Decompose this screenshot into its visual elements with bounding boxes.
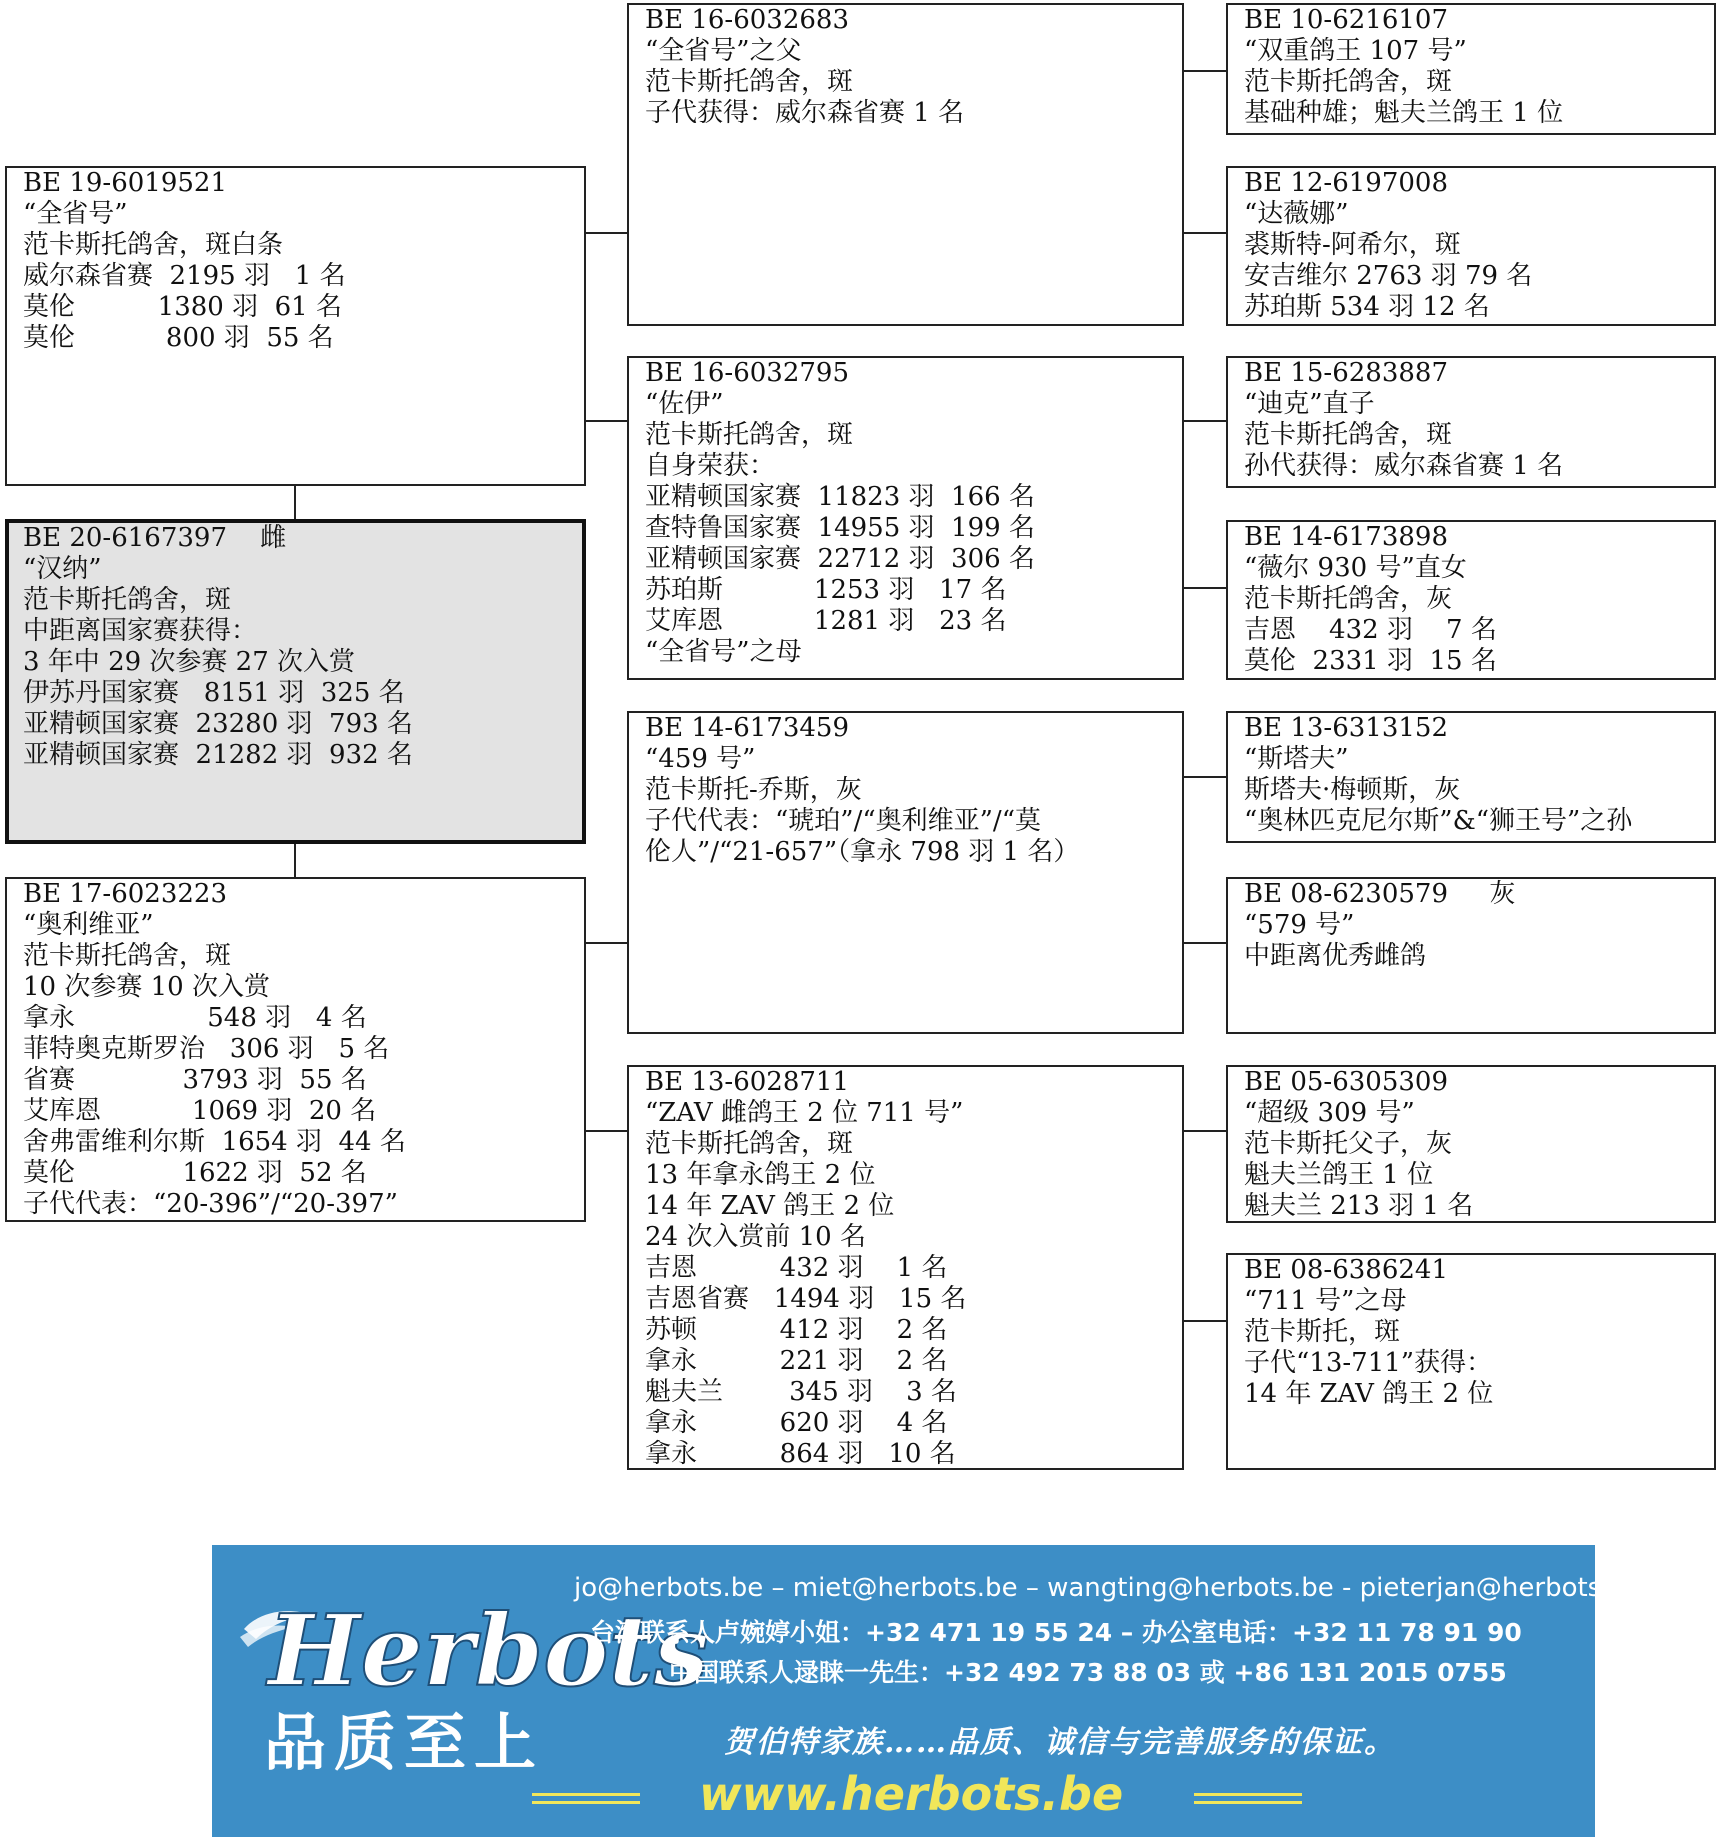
card-line: 10 次参赛 10 次入赏: [23, 972, 270, 1002]
dss-card: [1226, 711, 1716, 843]
card-line: BE 14-6173898: [1244, 522, 1449, 552]
card-line: “全省号”: [23, 199, 128, 229]
card-line: BE 16-6032795: [645, 358, 850, 388]
card-line: 范卡斯托鸽舍，斑: [23, 941, 232, 971]
card-line: 拿永 221 羽 2 名: [645, 1346, 948, 1376]
card-line: “汉纳”: [23, 554, 102, 584]
dsd-card: [1226, 877, 1716, 1034]
card-line: BE 13-6313152: [1244, 713, 1449, 743]
ssd-card: [1226, 166, 1716, 326]
website-link[interactable]: www.herbots.be: [699, 1767, 1124, 1821]
china-contact: 中国联系人逯睐一先生：+32 492 73 88 03 或 +86 131 2015 0755: [669, 1658, 1507, 1687]
card-line: 范卡斯托-乔斯，灰: [645, 775, 862, 805]
card-line: “奥林匹克尼尔斯”&“狮王号”之孙: [1244, 806, 1633, 836]
card-line: 拿永 548 羽 4 名: [23, 1003, 367, 1033]
card-line: 吉恩 432 羽 7 名: [1244, 615, 1497, 645]
sss-card: [1226, 3, 1716, 135]
card-line: 吉恩省赛 1494 羽 15 名: [645, 1284, 967, 1314]
card-line: 魁夫兰鸽王 1 位: [1244, 1160, 1434, 1190]
connector-ds-dss: [1184, 776, 1226, 778]
card-line: 范卡斯托鸽舍，斑: [645, 420, 854, 450]
sds-card: [1226, 356, 1716, 488]
card-line: 查特鲁国家赛 14955 羽 199 名: [645, 513, 1035, 543]
card-line: “佐伊”: [645, 389, 724, 419]
card-line: “全省号”之母: [645, 637, 802, 667]
card-line: 范卡斯托，斑: [1244, 1317, 1401, 1347]
card-line: 范卡斯托鸽舍，斑: [645, 1129, 854, 1159]
taiwan-contact: 台湾联系人卢婉婷小姐：+32 471 19 55 24 – 办公室电话：+32 11 78 91 90: [590, 1618, 1522, 1647]
card-line: 艾库恩 1069 羽 20 名: [23, 1096, 377, 1126]
card-line: BE 14-6173459: [645, 713, 850, 743]
card-line: 范卡斯托鸽舍，斑: [645, 67, 854, 97]
card-line: 伊苏丹国家赛 8151 羽 325 名: [23, 678, 405, 708]
sire-dam-card: [627, 356, 1184, 680]
card-line: 自身荣获：: [645, 451, 776, 481]
card-line: 苏珀斯 534 羽 12 名: [1244, 292, 1490, 322]
card-line: 子代代表：“琥珀”/“奥利维亚”/“莫: [645, 806, 1041, 836]
card-line: 菲特奥克斯罗治 306 羽 5 名: [23, 1034, 390, 1064]
card-line: 莫伦 1622 羽 52 名: [23, 1158, 367, 1188]
connector-ss-sss: [1184, 70, 1226, 72]
card-line: 3 年中 29 次参赛 27 次入赏: [23, 647, 356, 677]
connector-sire-sd: [586, 420, 627, 422]
card-line: 魁夫兰 213 羽 1 名: [1244, 1191, 1474, 1221]
card-line: BE 15-6283887: [1244, 358, 1449, 388]
card-line: 14 年 ZAV 鸽王 2 位: [645, 1191, 895, 1221]
card-line: “超级 309 号”: [1244, 1098, 1415, 1128]
card-line: 中距离优秀雌鸽: [1244, 941, 1427, 971]
card-line: BE 08-6230579 灰: [1244, 879, 1516, 909]
connector-sire-ss: [586, 232, 627, 234]
card-line: 中距离国家赛获得：: [23, 616, 258, 646]
card-line: BE 08-6386241: [1244, 1255, 1449, 1285]
connector-sd-sds: [1184, 420, 1226, 422]
ddd-card: [1226, 1253, 1716, 1470]
card-line: 威尔森省赛 2195 羽 1 名: [23, 261, 346, 291]
card-line: 子代“13-711”获得：: [1244, 1348, 1493, 1378]
subject-pigeon-card: [5, 519, 586, 844]
herbots-contact-banner: [212, 1545, 1642, 1837]
card-line: 范卡斯托鸽舍，斑白条: [23, 230, 284, 260]
card-line: 范卡斯托父子，灰: [1244, 1129, 1453, 1159]
card-line: 范卡斯托鸽舍，斑: [1244, 420, 1453, 450]
connector-ds-dsd: [1184, 942, 1226, 944]
card-line: “迪克”直子: [1244, 389, 1375, 419]
card-line: BE 20-6167397 雌: [23, 523, 287, 553]
sire-sire-card: [627, 3, 1184, 326]
connector-subject-dam: [294, 844, 296, 877]
card-line: 亚精顿国家赛 21282 羽 932 名: [23, 740, 413, 770]
connector-ss-ssd: [1184, 232, 1226, 234]
card-line: “ZAV 雌鸽王 2 位 711 号”: [645, 1098, 964, 1128]
connector-dam-ds: [586, 942, 627, 944]
card-line: 吉恩 432 羽 1 名: [645, 1253, 948, 1283]
card-line: 子代获得：威尔森省赛 1 名: [645, 98, 965, 128]
card-line: 拿永 620 羽 4 名: [645, 1408, 948, 1438]
deco-line-right-top: [1194, 1793, 1302, 1796]
card-line: “斯塔夫”: [1244, 744, 1349, 774]
connector-dam-dd: [586, 1130, 627, 1132]
card-line: 亚精顿国家赛 11823 羽 166 名: [645, 482, 1035, 512]
card-line: “双重鸽王 107 号”: [1244, 36, 1467, 66]
card-line: 基础种雄；魁夫兰鸽王 1 位: [1244, 98, 1564, 128]
card-line: “711 号”之母: [1244, 1286, 1407, 1316]
dam-dam-card: [627, 1065, 1184, 1470]
card-line: 拿永 864 羽 10 名: [645, 1439, 956, 1469]
card-line: “达薇娜”: [1244, 199, 1349, 229]
motto-text: 贺伯特家族……品质、诚信与完善服务的保证。: [724, 1725, 1396, 1760]
card-line: “579 号”: [1244, 910, 1355, 940]
card-line: 苏珀斯 1253 羽 17 名: [645, 575, 1007, 605]
card-line: 14 年 ZAV 鸽王 2 位: [1244, 1379, 1494, 1409]
card-line: 省赛 3793 羽 55 名: [23, 1065, 367, 1095]
sire-card: [5, 166, 586, 486]
card-line: 艾库恩 1281 羽 23 名: [645, 606, 1007, 636]
card-line: 伦人”/“21-657”（拿永 798 羽 1 名）: [645, 837, 1080, 867]
sdd-card: [1226, 520, 1716, 680]
card-line: “奥利维亚”: [23, 910, 154, 940]
card-line: 24 次入赏前 10 名: [645, 1222, 866, 1252]
dam-sire-card: [627, 711, 1184, 1034]
deco-line-right-bottom: [1194, 1801, 1302, 1804]
card-line: BE 05-6305309: [1244, 1067, 1449, 1097]
card-line: 亚精顿国家赛 23280 羽 793 名: [23, 709, 413, 739]
connector-sire-subject: [294, 486, 296, 519]
card-line: “459 号”: [645, 744, 756, 774]
card-line: 亚精顿国家赛 22712 羽 306 名: [645, 544, 1035, 574]
card-line: 裘斯特-阿希尔，斑: [1244, 230, 1461, 260]
card-line: BE 19-6019521: [23, 168, 228, 198]
connector-sd-sdd: [1184, 587, 1226, 589]
connector-dd-ddd: [1184, 1320, 1226, 1322]
card-line: 莫伦 800 羽 55 名: [23, 323, 334, 353]
card-line: 子代代表：“20-396”/“20-397”: [23, 1189, 398, 1219]
card-line: BE 16-6032683: [645, 5, 850, 35]
dam-card: [5, 877, 586, 1222]
card-line: 范卡斯托鸽舍，灰: [1244, 584, 1453, 614]
slogan-text: 品质至上: [264, 1706, 545, 1779]
card-line: 莫伦 1380 羽 61 名: [23, 292, 342, 322]
card-line: 孙代获得：威尔森省赛 1 名: [1244, 451, 1564, 481]
card-line: 舍弗雷维利尔斯 1654 羽 44 名: [23, 1127, 406, 1157]
card-line: BE 13-6028711: [645, 1067, 850, 1097]
card-line: “薇尔 930 号”直女: [1244, 553, 1467, 583]
email-contacts[interactable]: jo@herbots.be – miet@herbots.be – wangting@herbots.be - pieterjan@herbots.be: [574, 1573, 1642, 1603]
connector-dd-dds: [1184, 1130, 1226, 1132]
card-line: BE 12-6197008: [1244, 168, 1449, 198]
card-line: 范卡斯托鸽舍，斑: [23, 585, 232, 615]
card-line: 范卡斯托鸽舍，斑: [1244, 67, 1453, 97]
card-line: 安吉维尔 2763 羽 79 名: [1244, 261, 1533, 291]
card-line: “全省号”之父: [645, 36, 802, 66]
card-line: 莫伦 2331 羽 15 名: [1244, 646, 1497, 676]
svg-text:Herbots: Herbots: [268, 1594, 709, 1709]
card-line: 魁夫兰 345 羽 3 名: [645, 1377, 957, 1407]
card-line: 苏顿 412 羽 2 名: [645, 1315, 948, 1345]
card-line: 斯塔夫·梅顿斯，灰: [1244, 775, 1461, 805]
dds-card: [1226, 1065, 1716, 1223]
deco-line-left-top: [532, 1793, 640, 1796]
card-line: BE 17-6023223: [23, 879, 228, 909]
card-line: 13 年拿永鸽王 2 位: [645, 1160, 876, 1190]
deco-line-left-bottom: [532, 1801, 640, 1804]
card-line: BE 10-6216107: [1244, 5, 1449, 35]
